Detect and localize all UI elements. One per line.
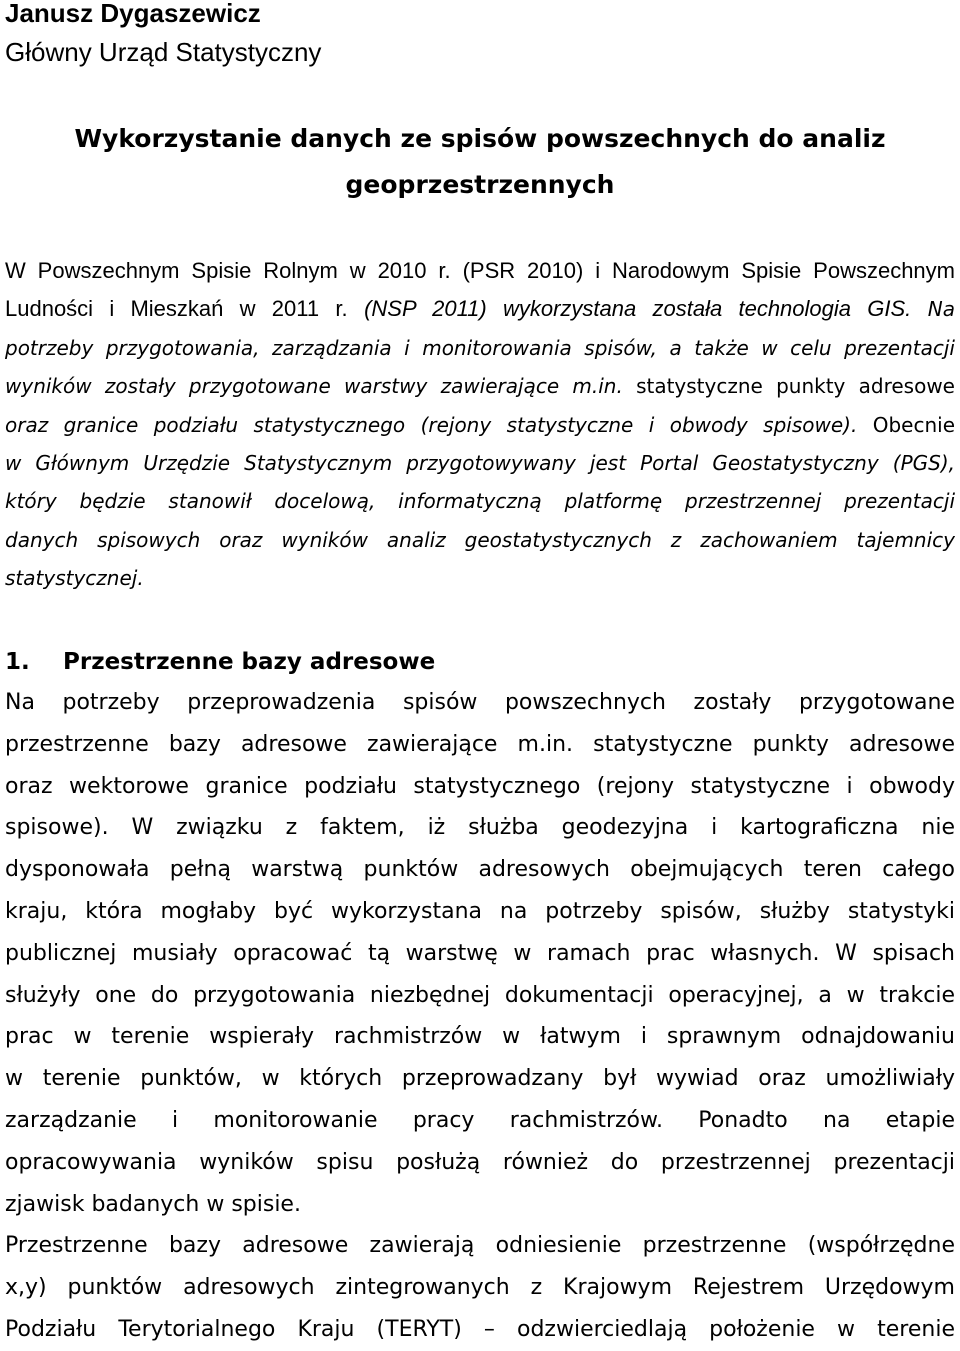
text-run: Na — [927, 297, 955, 322]
body-line: opracowywania wyników spisu posłużą również do przestrzennej prezentacji — [5, 1149, 955, 1175]
body-paragraph — [5, 682, 955, 1225]
abstract-line — [5, 290, 955, 328]
body-line: przestrzenne bazy adresowe zawierające m.in. statystyczne punkty adresowe — [5, 731, 955, 757]
abstract-line — [5, 521, 955, 559]
body-line: oraz wektorowe granice podziału statystycznego (rejony statystyczne i obwody — [5, 773, 955, 799]
abstract-line — [5, 444, 955, 482]
abstract-line — [5, 367, 955, 405]
body-line: zjawisk badanych w spisie. — [5, 1191, 301, 1217]
section-title: Przestrzenne bazy adresowe — [63, 649, 436, 675]
text-run: (NSP 2011) wykorzystana została technologia GIS. — [364, 296, 912, 322]
text-run: statystycznej. — [5, 566, 144, 591]
section-body — [5, 682, 955, 1351]
body-line: Podziału Terytorialnego Kraju (TERYT) – odzwierciedlają położenie w terenie — [5, 1316, 955, 1342]
text-run: W Powszechnym Spisie Rolnym w 2010 r. (PSR 2010) i Narodowym Spisie Powszechnym — [5, 258, 955, 283]
abstract-line — [5, 406, 955, 444]
body-line: zarządzanie i monitorowanie pracy rachmistrzów. Ponadto na etapie — [5, 1107, 955, 1133]
body-line: publicznej musiały opracować tą warstwę w ramach prac własnych. W spisach — [5, 940, 955, 966]
text-run: statystyczne punkty adresowe — [636, 374, 955, 399]
title-line: Wykorzystanie danych ze spisów powszechnych do analiz — [74, 124, 886, 153]
body-line: prac w terenie wspierały rachmistrzów w łatwym i sprawnym odnajdowaniu — [5, 1024, 955, 1050]
body-line: kraju, która mogłaby być wykorzystana na potrzeby spisów, służby statystyki — [5, 898, 955, 924]
author-affiliation: Główny Urząd Statystyczny — [5, 37, 322, 67]
text-run: Ludności i Mieszkań w 2011 r. — [5, 296, 348, 322]
text-run: Obecnie — [872, 412, 955, 437]
body-line: Na potrzeby przeprowadzenia spisów powszechnych zostały przygotowane — [5, 690, 955, 715]
text-run: który będzie stanowił docelową, informatyczną platformę przestrzennej prezentacji — [5, 489, 955, 514]
abstract-line — [5, 252, 955, 290]
text-run: w Głównym Urzędzie Statystycznym przygotowywany jest Portal Geostatystyczny (PGS), — [5, 450, 955, 475]
body-paragraph — [5, 1225, 955, 1350]
abstract-paragraph — [5, 252, 955, 598]
abstract-line — [5, 329, 955, 367]
section-number: 1. — [5, 649, 30, 675]
body-line: dysponowała pełną warstwą punktów adresowych obejmujących teren całego — [5, 857, 955, 883]
body-line: x,y) punktów adresowych zintegrowanych z Krajowym Rejestrem Urzędowym — [5, 1275, 955, 1301]
text-run: wyników zostały przygotowane warstwy zawierające m.in. — [5, 374, 623, 399]
section-heading — [5, 641, 435, 683]
text-run: danych spisowych oraz wyników analiz geostatystycznych z zachowaniem tajemnicy — [5, 527, 955, 552]
abstract-line — [5, 482, 955, 520]
text-run: potrzeby przygotowania, zarządzania i monitorowania spisów, a także w celu prezentacji — [5, 335, 955, 360]
body-line: Przestrzenne bazy adresowe zawierają odniesienie przestrzenne (współrzędne — [5, 1233, 955, 1259]
text-run: oraz granice podziału statystycznego (rejony statystyczne i obwody spisowe). — [5, 412, 858, 437]
body-line: służyły one do przygotowania niezbędnej dokumentacji operacyjnej, a w trakcie — [5, 982, 955, 1008]
title-line: geoprzestrzennych — [345, 170, 615, 199]
abstract-line — [5, 559, 955, 597]
body-line: spisowe). W związku z faktem, iż służba geodezyjna i kartograficzna nie — [5, 815, 955, 841]
body-line: w terenie punktów, w których przeprowadzany był wywiad oraz umożliwiały — [5, 1066, 955, 1092]
author-name: Janusz Dygaszewicz — [5, 0, 261, 28]
document-title — [0, 116, 960, 208]
